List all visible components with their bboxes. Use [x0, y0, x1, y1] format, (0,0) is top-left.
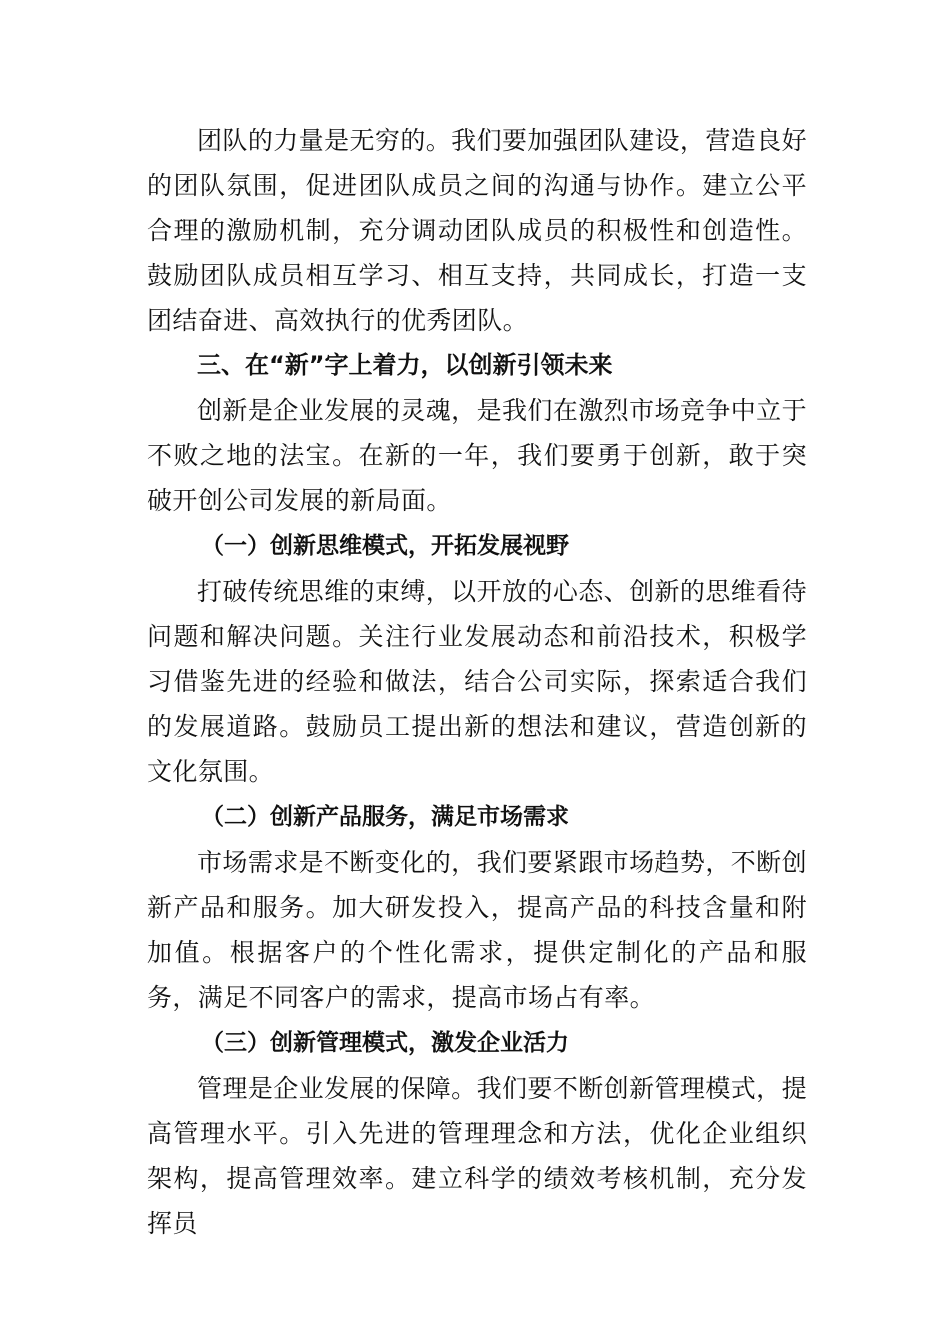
- heading-subsection-three: （三）创新管理模式，激发企业活力: [201, 1029, 569, 1056]
- paragraph-innovation-intro: 创新是企业发展的灵魂，是我们在激烈市场竞争中立于不败之地的法宝。在新的一年，我们要勇于创新，敢于突破开创公司发展的新局面。: [147, 396, 807, 515]
- paragraph-thinking-mode: 打破传统思维的束缚，以开放的心态、创新的思维看待问题和解决问题。关注行业发展动态和前沿技术，积极学习借鉴先进的经验和做法，结合公司实际，探索适合我们的发展道路。鼓励员工提出新的想法和建议，营造创新的文化氛围。: [147, 577, 807, 786]
- heading-section-three: 三、在“新”字上着力，以创新引领未来: [197, 351, 613, 379]
- heading-subsection-two: （二）创新产品服务，满足市场需求: [201, 803, 569, 830]
- paragraph-product-service: 市场需求是不断变化的，我们要紧跟市场趋势，不断创新产品和服务。加大研发投入，提高产品的科技含量和附加值。根据客户的个性化需求，提供定制化的产品和服务，满足不同客户的需求，提高市场占有率。: [147, 848, 807, 1012]
- paragraph-management-mode: 管理是企业发展的保障。我们要不断创新管理模式，提高管理水平。引入先进的管理理念和方法，优化企业组织架构，提高管理效率。建立科学的绩效考核机制，充分发挥员: [147, 1074, 807, 1238]
- document-page: [147, 118, 807, 1246]
- paragraph-team-strength: 团队的力量是无穷的。我们要加强团队建设，营造良好的团队氛围，促进团队成员之间的沟通与协作。建立公平合理的激励机制，充分调动团队成员的积极性和创造性。鼓励团队成员相互学习、相互支持，共同成长，打造一支团结奋进、高效执行的优秀团队。: [147, 126, 807, 335]
- heading-subsection-one: （一）创新思维模式，开拓发展视野: [201, 532, 569, 559]
